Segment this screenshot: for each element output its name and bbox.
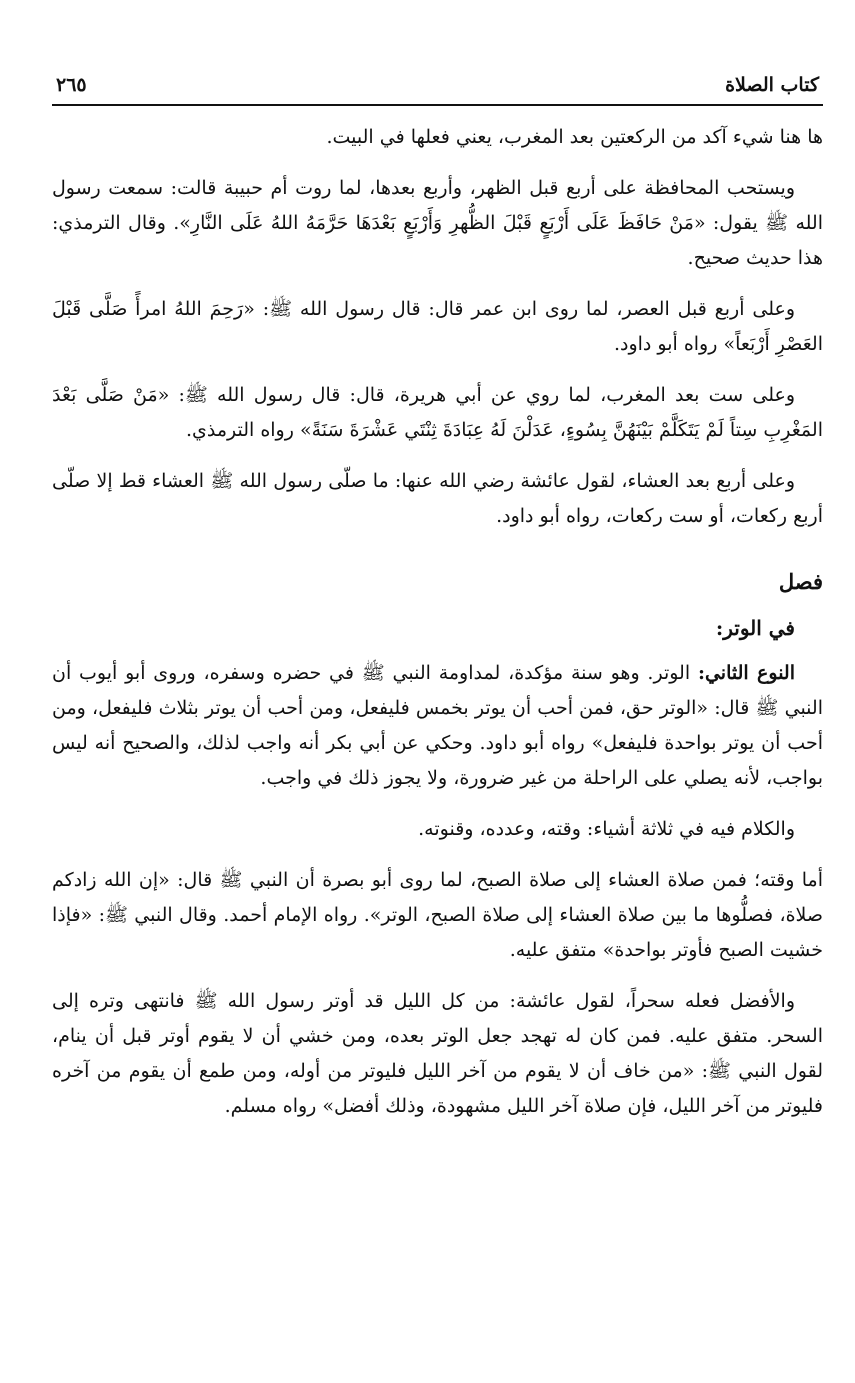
- paragraph-text: الوتر. وهو سنة مؤكدة، لمداومة النبي ﷺ في حضره وسفره، وروى أبو أيوب أن النبي ﷺ قال: «الوتر حق، فمن أحب أن يوتر بخمس فليفعل، ومن أحب أن يوتر بثلاث فليفعل، ومن أحب أن يوتر بواحدة فليفعل» رواه أبو داود. وحكي عن أبي بكر أنه واجب لذلك، والصحيح أنه ليس بواجب، لأنه يصلي على الراحلة من غير ضرورة، ولا يجوز ذلك في واجب.: [52, 662, 823, 789]
- running-title: كتاب الصلاة: [725, 74, 819, 96]
- page-body: [52, 120, 823, 1124]
- paragraph: والكلام فيه في ثلاثة أشياء: وقته، وعدده، وقنوته.: [418, 818, 795, 840]
- paragraph: والأفضل فعله سحراً، لقول عائشة: من كل الليل قد أوتر رسول الله ﷺ فانتهى وتره إلى السحر. متفق عليه. فمن كان له تهجد جعل الوتر بعده، ومن خشي أن لا يقوم أوتر قبل أن ينام، لقول النبي ﷺ: «من خاف أن لا يقوم من آخر الليل فليوتر من أوله، ومن طمع أن يقوم من آخره فليوتر من آخر الليل، فإن صلاة آخر الليل مشهودة، وذلك أفضل» رواه مسلم.: [52, 990, 823, 1117]
- subsection-heading: في الوتر:: [715, 616, 795, 640]
- paragraph: ها هنا شيء آكد من الركعتين بعد المغرب، يعني فعلها في البيت.: [326, 126, 823, 148]
- paragraph: وعلى أربع قبل العصر، لما روى ابن عمر قال: قال رسول الله ﷺ: «رَحِمَ اللهُ امرأً صَلَّى قَبْلَ العَصْرِ أَرْبَعاً» رواه أبو داود.: [52, 298, 823, 355]
- paragraph: [52, 656, 823, 796]
- paragraph: وعلى ست بعد المغرب، لما روي عن أبي هريرة، قال: قال رسول الله ﷺ: «مَنْ صَلَّى بَعْدَ المَغْرِبِ سِتاً لَمْ يَتَكَلَّمْ بَيْنَهُنَّ بِسُوءٍ، عَدَلْنَ لَهُ عِبَادَةَ ثِنْتَي عَشْرَةَ سَنَةً» رواه الترمذي.: [52, 384, 823, 441]
- section-heading: فصل: [778, 569, 823, 594]
- paragraph-lead: النوع الثاني:: [697, 662, 795, 684]
- page-number: ٢٦٥: [56, 74, 87, 96]
- paragraph: ويستحب المحافظة على أربع قبل الظهر، وأربع بعدها، لما روت أم حبيبة قالت: سمعت رسول الله ﷺ يقول: «مَنْ حَافَظَ عَلَى أَرْبَعٍ قَبْلَ الظُّهرِ وَأَرْبَعٍ بَعْدَهَا حَرَّمَهُ اللهُ عَلَى النَّارِ». وقال الترمذي: هذا حديث صحيح.: [52, 177, 823, 269]
- paragraph: وعلى أربع بعد العشاء، لقول عائشة رضي الله عنها: ما صلّى رسول الله ﷺ العشاء قط إلا صلّى أربع ركعات، أو ست ركعات، رواه أبو داود.: [52, 470, 823, 527]
- page-header: [52, 60, 823, 106]
- paragraph: أما وقته؛ فمن صلاة العشاء إلى صلاة الصبح، لما روى أبو بصرة أن النبي ﷺ قال: «إن الله زادكم صلاة، فصلُّوها ما بين صلاة العشاء إلى صلاة الصبح، الوتر». رواه الإمام أحمد. وقال النبي ﷺ: «فإذا خشيت الصبح فأوتر بواحدة» متفق عليه.: [52, 869, 823, 961]
